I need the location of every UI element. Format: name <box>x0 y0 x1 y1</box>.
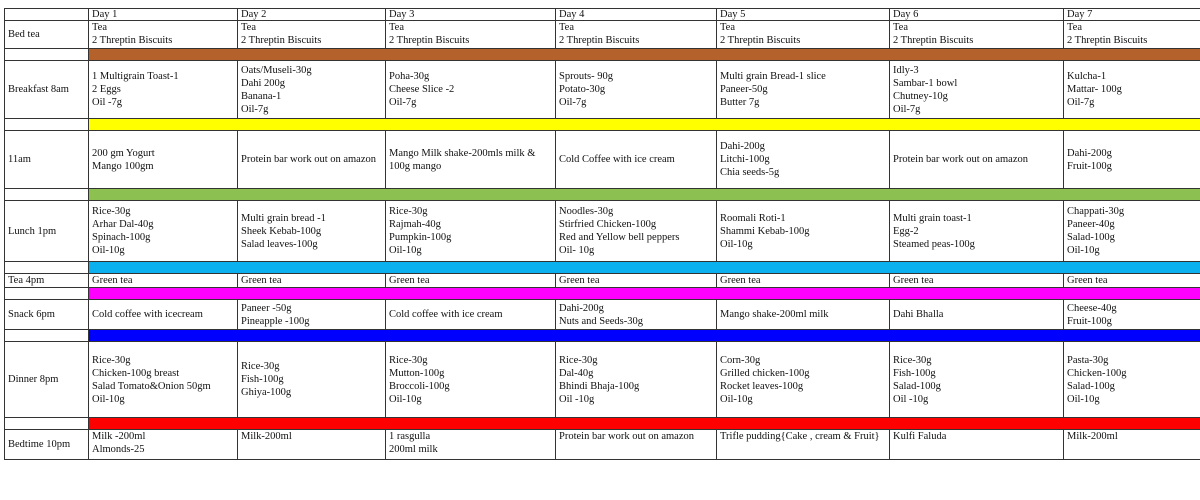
meal-item: Mango Milk shake-200mls milk & <box>389 147 536 159</box>
day-header: Day 2 <box>238 9 386 21</box>
meal-cell <box>386 300 556 330</box>
meal-row <box>5 61 1200 119</box>
meal-item: Paneer-40g <box>1067 219 1115 230</box>
meal-cell <box>890 300 1064 330</box>
meal-item: Multi grain toast-1 <box>893 212 972 224</box>
meal-cell <box>717 131 890 189</box>
meal-item: Rice-30g <box>389 206 428 217</box>
meal-item: Mutton-100g <box>389 367 445 379</box>
meal-item: Poha-30g <box>389 71 430 82</box>
meal-item: Oil -7g <box>92 97 123 108</box>
meal-cell <box>717 21 890 49</box>
meal-item: Oil-7g <box>559 97 587 108</box>
meal-item: 2 Eggs <box>92 84 121 95</box>
meal-item: Paneer-50g <box>720 84 768 95</box>
meal-cell <box>238 300 386 330</box>
meal-row <box>5 342 1200 418</box>
meal-row <box>5 131 1200 189</box>
meal-row <box>5 300 1200 330</box>
meal-item: 1 rasgulla <box>389 431 431 442</box>
color-divider-row <box>5 189 1200 201</box>
meal-cell <box>717 274 890 288</box>
meal-item: Fruit-100g <box>1067 160 1112 172</box>
color-divider-row <box>5 418 1200 430</box>
meal-cell <box>717 300 890 330</box>
meal-time-label: Snack 6pm <box>5 300 89 330</box>
meal-item: Sambar-1 bowl <box>893 77 958 89</box>
meal-cell <box>386 430 556 460</box>
meal-item: Milk-200ml <box>1067 431 1118 442</box>
meal-item: Pineapple -100g <box>241 315 310 327</box>
meal-cell <box>1064 300 1200 330</box>
meal-item: Dahi-200g <box>1067 147 1112 159</box>
meal-item: Tea <box>893 22 909 33</box>
meal-cell <box>556 430 717 460</box>
meal-item: Fish-100g <box>893 367 936 379</box>
meal-cell <box>89 131 238 189</box>
meal-item: Chutney-10g <box>893 90 948 102</box>
meal-item: Spinach-100g <box>92 232 151 243</box>
meal-item: Oil-7g <box>389 97 417 108</box>
meal-item: Dahi Bhalla <box>893 309 944 320</box>
meal-item: Oats/Museli-30g <box>241 64 312 76</box>
meal-item: Oil-10g <box>389 245 422 256</box>
meal-cell <box>556 61 717 119</box>
meal-cell <box>89 61 238 119</box>
meal-cell <box>1064 61 1200 119</box>
meal-item: Tea <box>720 22 736 33</box>
meal-item: Mango shake-200ml milk <box>720 309 829 320</box>
meal-item: Salad-100g <box>1067 232 1115 243</box>
meal-item: Green tea <box>241 275 282 286</box>
meal-item: 200 gm Yogurt <box>92 147 155 159</box>
meal-item: Grilled chicken-100g <box>720 367 810 379</box>
meal-item: Chicken-100g breast <box>92 367 180 379</box>
meal-cell <box>1064 430 1200 460</box>
meal-cell <box>238 430 386 460</box>
divider-blank-cell <box>5 288 89 300</box>
meal-item: Rice-30g <box>92 354 131 366</box>
meal-item: Oil-10g <box>92 245 125 256</box>
meal-item: Mattar- 100g <box>1067 84 1122 95</box>
meal-item: Broccoli-100g <box>389 380 450 392</box>
meal-item: 2 Threptin Biscuits <box>92 35 173 46</box>
divider-blank-cell <box>5 262 89 274</box>
meal-cell <box>556 131 717 189</box>
meal-item: 1 Multigrain Toast-1 <box>92 71 179 82</box>
meal-item: 200ml milk <box>389 444 438 455</box>
color-band <box>89 418 1200 430</box>
meal-cell <box>890 61 1064 119</box>
meal-time-label: Lunch 1pm <box>5 201 89 262</box>
meal-cell <box>890 201 1064 262</box>
meal-item: Litchi-100g <box>720 154 770 165</box>
meal-item: Salad leaves-100g <box>241 238 318 250</box>
meal-item: Chicken-100g <box>1067 367 1127 379</box>
meal-cell <box>89 430 238 460</box>
meal-cell <box>238 274 386 288</box>
color-band <box>89 119 1200 131</box>
meal-item: Oil -10g <box>559 393 595 405</box>
meal-item: Ghiya-100g <box>241 387 292 398</box>
meal-item: Salad-100g <box>1067 380 1115 392</box>
corner-cell <box>5 9 89 21</box>
meal-item: Roomali Roti-1 <box>720 212 786 224</box>
meal-cell <box>386 21 556 49</box>
meal-item: Tea <box>389 22 405 33</box>
meal-item: 2 Threptin Biscuits <box>559 35 640 46</box>
color-divider-row <box>5 330 1200 342</box>
meal-cell <box>890 342 1064 418</box>
meal-item: Paneer -50g <box>241 302 292 314</box>
meal-cell <box>556 274 717 288</box>
meal-item: Oil-10g <box>720 238 753 250</box>
meal-row <box>5 274 1200 288</box>
meal-cell <box>238 342 386 418</box>
meal-item: Egg-2 <box>893 225 919 237</box>
color-divider-row <box>5 288 1200 300</box>
meal-row <box>5 201 1200 262</box>
meal-item: Oil-10g <box>720 393 753 405</box>
meal-item: Sheek Kebab-100g <box>241 225 322 237</box>
plan-body <box>5 9 1200 460</box>
divider-blank-cell <box>5 119 89 131</box>
meal-cell <box>717 61 890 119</box>
meal-item: 2 Threptin Biscuits <box>893 35 974 46</box>
meal-item: Rice-30g <box>92 206 131 217</box>
meal-cell <box>1064 201 1200 262</box>
meal-cell <box>890 131 1064 189</box>
meal-item: 100g mango <box>389 160 442 172</box>
meal-item: Stirfried Chicken-100g <box>559 219 657 230</box>
meal-item: Multi grain Bread-1 slice <box>720 71 826 82</box>
meal-item: Tea <box>1067 22 1083 33</box>
divider-blank-cell <box>5 49 89 61</box>
meal-cell <box>386 201 556 262</box>
meal-cell <box>556 300 717 330</box>
color-divider-row <box>5 119 1200 131</box>
meal-item: Fish-100g <box>241 374 284 385</box>
meal-cell <box>1064 131 1200 189</box>
meal-item: Salad-100g <box>893 380 941 392</box>
meal-item: Multi grain bread -1 <box>241 212 326 224</box>
meal-item: Kulcha-1 <box>1067 71 1107 82</box>
meal-item: Green tea <box>1067 275 1108 286</box>
diet-plan-table <box>4 8 1200 460</box>
meal-item: Dahi-200g <box>559 302 604 314</box>
meal-cell <box>717 430 890 460</box>
meal-cell <box>890 274 1064 288</box>
color-band <box>89 288 1200 300</box>
color-band <box>89 49 1200 61</box>
meal-time-label: Bedtime 10pm <box>5 430 89 460</box>
meal-cell <box>1064 342 1200 418</box>
meal-item: Oil-10g <box>1067 393 1100 405</box>
meal-item: Noodles-30g <box>559 206 614 217</box>
meal-item: Idly-3 <box>893 64 919 76</box>
meal-item: Dahi 200g <box>241 77 286 89</box>
meal-item: Oil-10g <box>389 393 422 405</box>
meal-item: Oil-10g <box>1067 245 1100 256</box>
meal-item: Chappati-30g <box>1067 206 1125 217</box>
meal-item: Green tea <box>893 275 934 286</box>
day-header: Day 4 <box>556 9 717 21</box>
meal-cell <box>386 61 556 119</box>
meal-item: Oil-7g <box>893 103 921 115</box>
meal-item: Oil-10g <box>92 393 125 405</box>
meal-item: Shammi Kebab-100g <box>720 225 810 237</box>
meal-cell <box>890 21 1064 49</box>
color-band <box>89 189 1200 201</box>
meal-cell <box>386 342 556 418</box>
meal-item: Dahi-200g <box>720 141 765 152</box>
meal-cell <box>386 274 556 288</box>
meal-item: Butter 7g <box>720 97 760 108</box>
meal-item: Red and Yellow bell peppers <box>559 232 680 243</box>
color-band <box>89 330 1200 342</box>
meal-cell <box>238 21 386 49</box>
meal-item: Rice-30g <box>241 361 280 372</box>
day-header: Day 3 <box>386 9 556 21</box>
meal-item: Cheese Slice -2 <box>389 84 455 95</box>
meal-item: Rice-30g <box>893 354 932 366</box>
meal-item: Nuts and Seeds-30g <box>559 315 643 327</box>
meal-item: Protein bar work out on amazon <box>559 431 695 442</box>
meal-cell <box>238 201 386 262</box>
meal-cell <box>89 274 238 288</box>
meal-item: Cheese-40g <box>1067 302 1117 314</box>
meal-item: Fruit-100g <box>1067 315 1112 327</box>
meal-cell <box>89 342 238 418</box>
meal-cell <box>238 61 386 119</box>
meal-item: Pumpkin-100g <box>389 232 452 243</box>
meal-item: Cold Coffee with ice cream <box>559 154 675 165</box>
meal-cell <box>1064 274 1200 288</box>
meal-item: Oil-7g <box>241 103 269 115</box>
meal-item: Tea <box>241 22 257 33</box>
day-header: Day 1 <box>89 9 238 21</box>
divider-blank-cell <box>5 189 89 201</box>
meal-item: Milk -200ml <box>92 431 146 442</box>
meal-item: Almonds-25 <box>92 444 145 455</box>
meal-cell <box>890 430 1064 460</box>
meal-item: Oil- 10g <box>559 245 595 256</box>
meal-time-label: Bed tea <box>5 21 89 49</box>
meal-item: Tea <box>559 22 575 33</box>
meal-item: Green tea <box>92 275 133 286</box>
meal-item: 2 Threptin Biscuits <box>241 35 322 46</box>
meal-time-label: Breakfast 8am <box>5 61 89 119</box>
meal-item: Milk-200ml <box>241 431 292 442</box>
meal-item: Rajmah-40g <box>389 219 441 230</box>
meal-item: Green tea <box>389 275 430 286</box>
meal-cell <box>386 131 556 189</box>
day-header: Day 7 <box>1064 9 1200 21</box>
meal-row <box>5 430 1200 460</box>
meal-item: Pasta-30g <box>1067 354 1109 366</box>
meal-cell <box>717 201 890 262</box>
color-band <box>89 262 1200 274</box>
color-divider-row <box>5 262 1200 274</box>
meal-item: Mango 100gm <box>92 160 154 172</box>
meal-item: Steamed peas-100g <box>893 238 975 250</box>
meal-time-label: 11am <box>5 131 89 189</box>
meal-item: Dal-40g <box>559 367 594 379</box>
meal-item: Salad Tomato&Onion 50gm <box>92 380 211 392</box>
divider-blank-cell <box>5 330 89 342</box>
meal-time-label: Tea 4pm <box>5 274 89 288</box>
meal-item: Arhar Dal-40g <box>92 219 154 230</box>
meal-item: Kulfi Faluda <box>893 431 947 442</box>
meal-item: Rice-30g <box>559 354 598 366</box>
meal-item: Potato-30g <box>559 84 606 95</box>
meal-cell <box>717 342 890 418</box>
meal-cell <box>1064 21 1200 49</box>
meal-cell <box>89 21 238 49</box>
meal-item: Corn-30g <box>720 354 761 366</box>
meal-cell <box>89 201 238 262</box>
meal-row <box>5 21 1200 49</box>
meal-cell <box>556 201 717 262</box>
meal-item: Oil -10g <box>893 393 929 405</box>
meal-item: Sprouts- 90g <box>559 71 613 82</box>
color-divider-row <box>5 49 1200 61</box>
meal-cell <box>556 21 717 49</box>
meal-item: Tea <box>92 22 108 33</box>
meal-item: Cold coffee with ice cream <box>389 309 503 320</box>
divider-blank-cell <box>5 418 89 430</box>
meal-item: 2 Threptin Biscuits <box>720 35 801 46</box>
meal-item: Oil-7g <box>1067 97 1095 108</box>
meal-item: Protein bar work out on amazon <box>241 154 377 165</box>
meal-item: Bhindi Bhaja-100g <box>559 380 640 392</box>
day-header: Day 6 <box>890 9 1064 21</box>
meal-item: Banana-1 <box>241 90 282 102</box>
meal-item: 2 Threptin Biscuits <box>1067 35 1148 46</box>
day-header-row <box>5 9 1200 21</box>
meal-item: 2 Threptin Biscuits <box>389 35 470 46</box>
meal-cell <box>556 342 717 418</box>
meal-item: Cold coffee with icecream <box>92 309 203 320</box>
day-header: Day 5 <box>717 9 890 21</box>
meal-time-label: Dinner 8pm <box>5 342 89 418</box>
meal-item: Green tea <box>720 275 761 286</box>
meal-item: Trifle pudding{Cake , cream & Fruit} <box>720 431 880 442</box>
meal-item: Rice-30g <box>389 354 428 366</box>
meal-item: Chia seeds-5g <box>720 167 780 178</box>
meal-cell <box>238 131 386 189</box>
meal-item: Protein bar work out on amazon <box>893 154 1029 165</box>
meal-item: Rocket leaves-100g <box>720 380 804 392</box>
meal-item: Green tea <box>559 275 600 286</box>
meal-cell <box>89 300 238 330</box>
